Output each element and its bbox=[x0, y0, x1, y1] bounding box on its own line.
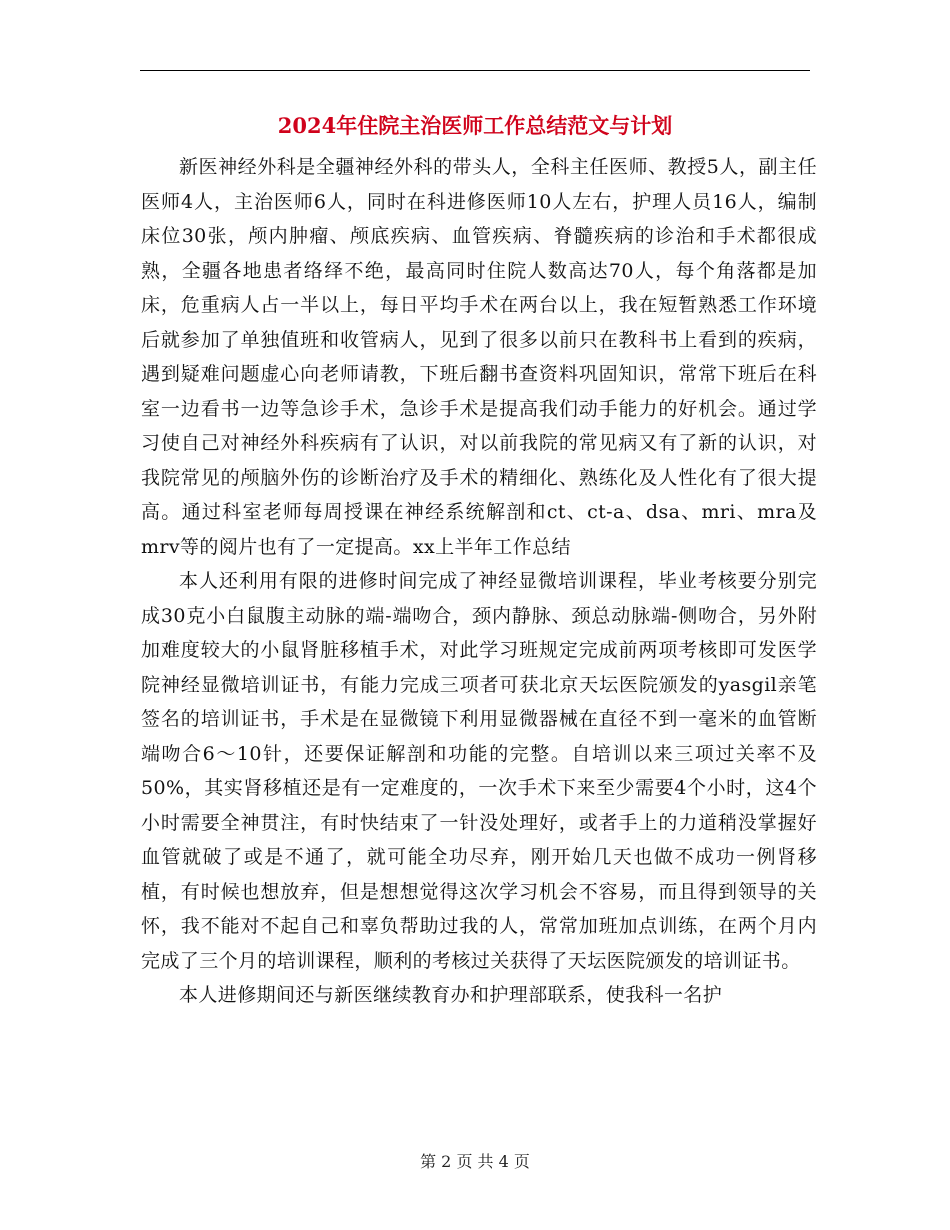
document-title: 2024年住院主治医师工作总结范文与计划 bbox=[277, 113, 673, 138]
paragraph-3: 本人进修期间还与新医继续教育办和护理部联系，使我科一名护 bbox=[179, 984, 723, 1006]
paragraph-2: 本人还利用有限的进修时间完成了神经显微培训课程，毕业考核要分别完成30克小白鼠腹主动脉的端-端吻合，颈内静脉、颈总动脉端-侧吻合，另外附加难度较大的小鼠肾脏移植手术，对此学习班规定完成前两项考核即可发医学院神经显微培训证书，有能力完成三项者可获北京天坛医院颁发的yasgil亲笔签名的培训证书，手术是在显微镜下利用显微器械在直径不到一毫米的血管断端吻合6～10针，还要保证解剖和功能的完整。自培训以来三项过关率不及50%，其实肾移植还是有一定难度的，一次手术下来至少需要4个小时，这4个小时需要全神贯注，有时快结束了一针没处理好，或者手上的力道稍没掌握好血管就破了或是不通了，就可能全功尽弃，刚开始几天也做不成功一例肾移植，有时候也想放弃，但是想想觉得这次学习机会不容易，而且得到领导的关怀，我不能对不起自己和辜负帮助过我的人，常常加班加点训练，在两个月内完成了三个月的培训课程，顺利的考核过关获得了天坛医院颁发的培训证书。 bbox=[141, 570, 817, 972]
page-number-footer: 第 2 页 共 4 页 bbox=[420, 1152, 530, 1171]
header-rule bbox=[140, 70, 810, 71]
paragraph-1: 新医神经外科是全疆神经外科的带头人，全科主任医师、教授5人，副主任医师4人，主治医师6人，同时在科进修医师10人左右，护理人员16人，编制床位30张，颅内肿瘤、颅底疾病、血管疾病、脊髓疾病的诊治和手术都很成熟，全疆各地患者络绎不绝，最高同时住院人数高达70人，每个角落都是加床，危重病人占一半以上，每日平均手术在两台以上，我在短暂熟悉工作环境后就参加了单独值班和收管病人，见到了很多以前只在教科书上看到的疾病，遇到疑难问题虚心向老师请教，下班后翻书查资料巩固知识，常常下班后在科室一边看书一边等急诊手术，急诊手术是提高我们动手能力的好机会。通过学习使自己对神经外科疾病有了认识，对以前我院的常见病又有了新的认识，对我院常见的颅脑外伤的诊断治疗及手术的精细化、熟练化及人性化有了很大提高。通过科室老师每周授课在神经系统解剖和ct、ct-a、dsa、mri、mra及mrv等的阅片也有了一定提高。xx上半年工作总结 bbox=[141, 156, 817, 558]
document-body bbox=[141, 150, 817, 1013]
